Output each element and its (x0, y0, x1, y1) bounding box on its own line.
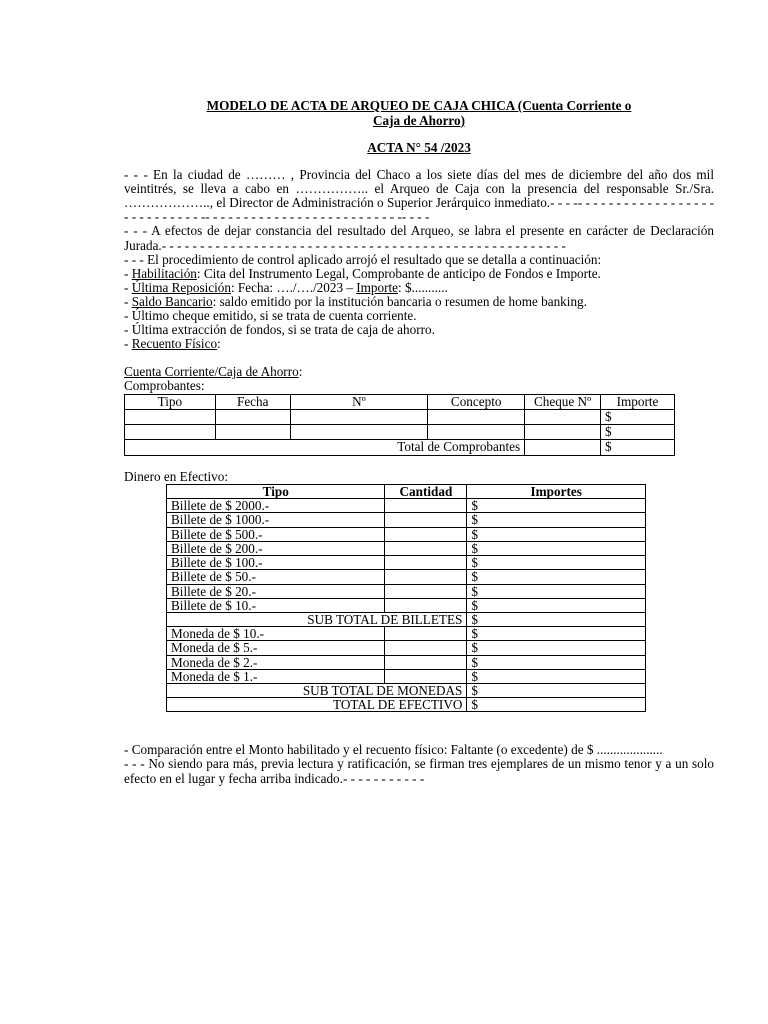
col-concepto: Concepto (428, 394, 525, 409)
recuento-suffix: : (217, 336, 221, 352)
col-fecha: Fecha (215, 394, 290, 409)
total-importe-cell[interactable]: $ (601, 440, 675, 455)
tipo-cell: Moneda de $ 10.- (167, 627, 385, 641)
col-importes: Importes (467, 484, 646, 499)
cantidad-cell[interactable] (385, 513, 467, 527)
tipo-cell: Billete de $ 200.- (167, 541, 385, 555)
importe-label: Importe (356, 279, 398, 295)
importe-cell[interactable]: $ (467, 499, 646, 513)
tipo-cell: Moneda de $ 2.- (167, 655, 385, 669)
importe-text: : $........... (398, 279, 448, 295)
importe-cell[interactable]: $ (601, 425, 675, 440)
col-numero: Nº (290, 394, 428, 409)
cell[interactable] (125, 425, 216, 440)
item-ultima-extraccion: - Última extracción de fondos, si se trata de caja de ahorro. (124, 322, 435, 338)
habilitacion-text: : Cita del Instrumento Legal, Comprobante de anticipo de Fondos e Importe. (196, 265, 601, 281)
importe-cell[interactable]: $ (467, 513, 646, 527)
saldo-label: Saldo Bancario (131, 293, 213, 309)
tipo-cell: Billete de $ 2000.- (167, 499, 385, 513)
col-tipo: Tipo (125, 394, 216, 409)
col-tipo: Tipo (167, 484, 385, 499)
subtotal-billetes-row (167, 612, 646, 626)
table-header-row (167, 484, 646, 499)
reposicion-text: : Fecha: …./…./2023 – (230, 279, 357, 295)
document-title (144, 99, 694, 128)
cell[interactable] (125, 409, 216, 424)
table-header-row (125, 394, 675, 409)
table-row (167, 556, 646, 570)
table-row (167, 641, 646, 655)
table-row (125, 409, 675, 424)
cantidad-cell[interactable] (385, 584, 467, 598)
cantidad-cell[interactable] (385, 541, 467, 555)
item-ultimo-cheque: - Último cheque emitido, si se trata de cuenta corriente. (124, 308, 417, 324)
acta-year: /2023 (440, 140, 471, 155)
table-row (167, 570, 646, 584)
comprobantes-heading: Comprobantes: (124, 378, 205, 394)
cell[interactable] (215, 425, 290, 440)
total-comprobantes-label: Total de Comprobantes (125, 440, 525, 455)
paragraph-cierre: - - - No siendo para más, previa lectura y ratificación, se firman tres ejemplares de un mismo tenor y a un solo efecto en el lugar y fecha arriba indicado.- - - - - - - - - - - (124, 756, 714, 786)
table-row (167, 584, 646, 598)
paragraph-procedimiento: - - - El procedimiento de control aplicado arrojó el resultado que se detalla a continuación: (124, 251, 602, 267)
paragraph-comparacion: - Comparación entre el Monto habilitado y el recuento físico: Faltante (o excedente) de $ .................... (124, 742, 663, 758)
subtotal-monedas-label: SUB TOTAL DE MONEDAS (167, 683, 467, 697)
tipo-cell: Billete de $ 20.- (167, 584, 385, 598)
item-habilitacion: - Habilitación: Cita del Instrumento Legal, Comprobante de anticipo de Fondos e Importe. (124, 265, 601, 281)
subtotal-billetes-label: SUB TOTAL DE BILLETES (167, 612, 467, 626)
cell[interactable] (215, 409, 290, 424)
item-reposicion: - Última Reposición: Fecha: …./…./2023 – Importe: $........... (124, 279, 448, 295)
dinero-heading: Dinero en Efectivo: (124, 468, 228, 484)
table-row (167, 598, 646, 612)
total-row (125, 440, 675, 455)
col-importe: Importe (601, 394, 675, 409)
cell[interactable] (428, 409, 525, 424)
tipo-cell: Billete de $ 1000.- (167, 513, 385, 527)
cantidad-cell[interactable] (385, 527, 467, 541)
paragraph-declaracion: - - - A efectos de dejar constancia del resultado del Arqueo, se labra el presente en carácter de Declaración Jurada.- - - - - - - - - - - - - - - - - - - - - - - - - - - - - - - - - - - - - - - - - - - - - - - - - - - - - (124, 223, 714, 253)
cantidad-cell[interactable] (385, 669, 467, 683)
document-body (124, 99, 714, 786)
table-row (167, 541, 646, 555)
importe-cell[interactable]: $ (467, 598, 646, 612)
importe-cell[interactable]: $ (467, 669, 646, 683)
cuenta-suffix: : (298, 364, 303, 380)
table-row (167, 527, 646, 541)
importe-cell[interactable]: $ (467, 556, 646, 570)
importe-cell[interactable]: $ (467, 541, 646, 555)
col-cantidad: Cantidad (385, 484, 467, 499)
item-saldo: - Saldo Bancario: saldo emitido por la institución bancaria o resumen de home banking. (124, 293, 587, 309)
tipo-cell: Moneda de $ 5.- (167, 641, 385, 655)
importe-cell[interactable]: $ (467, 570, 646, 584)
title-line-1: MODELO DE ACTA DE ARQUEO DE CAJA CHICA (Cuenta Corriente o (206, 98, 632, 113)
cantidad-cell[interactable] (385, 556, 467, 570)
tipo-cell: Billete de $ 100.- (167, 556, 385, 570)
cuenta-heading (124, 365, 714, 379)
table-row (125, 425, 675, 440)
total-efectivo-label: TOTAL DE EFECTIVO (167, 698, 467, 712)
importe-cell[interactable]: $ (467, 698, 646, 712)
table-row (167, 499, 646, 513)
cell[interactable] (428, 425, 525, 440)
tipo-cell: Billete de $ 10.- (167, 598, 385, 612)
acta-number (124, 141, 714, 155)
table-row (167, 513, 646, 527)
cantidad-cell[interactable] (385, 499, 467, 513)
table-row (167, 627, 646, 641)
tipo-cell: Billete de $ 500.- (167, 527, 385, 541)
importe-cell[interactable]: $ (467, 584, 646, 598)
importe-cell[interactable]: $ (601, 409, 675, 424)
reposicion-label: Última Reposición (131, 279, 231, 295)
efectivo-table (166, 484, 646, 713)
item-recuento: - Recuento Físico: (124, 336, 221, 352)
cantidad-cell[interactable] (385, 655, 467, 669)
tipo-cell: Billete de $ 50.- (167, 570, 385, 584)
importe-cell[interactable]: $ (467, 527, 646, 541)
total-efectivo-row (167, 698, 646, 712)
paragraph-intro: - - - En la ciudad de ……… , Provincia del Chaco a los siete días del mes de diciembre del año dos mil veintitrés, se lleva a cabo en …………….. el Arqueo de Caja con la presencia del responsable Sr./Sra. ……………….., el Director de Administración o Superior Jerárquico inmediato.- - - -- - - - - - - - - - - - - - - - - - - - - - - - - - - - -- - - - - - - - - - - - - - - - - - - - - - - - - -- - - - (124, 167, 714, 225)
saldo-text: : saldo emitido por la institución bancaria o resumen de home banking. (212, 293, 587, 309)
recuento-label: Recuento Físico (131, 336, 218, 352)
cantidad-cell[interactable] (385, 641, 467, 655)
cuenta-label: Cuenta Corriente/Caja de Ahorro (124, 364, 299, 380)
habilitacion-label: Habilitación (131, 265, 197, 281)
importe-cell[interactable]: $ (467, 683, 646, 697)
tipo-cell: Moneda de $ 1.- (167, 669, 385, 683)
cell[interactable] (525, 425, 601, 440)
table-row (167, 669, 646, 683)
title-line-2: Caja de Ahorro) (372, 112, 466, 128)
cell[interactable] (525, 409, 601, 424)
importe-cell[interactable]: $ (467, 641, 646, 655)
comprobantes-table (124, 394, 675, 456)
acta-prefix: ACTA N° 54 (367, 140, 441, 155)
cell[interactable] (290, 409, 428, 424)
importe-cell[interactable]: $ (467, 612, 646, 626)
col-cheque: Cheque Nº (525, 394, 601, 409)
cell[interactable] (525, 440, 601, 455)
subtotal-monedas-row (167, 683, 646, 697)
cantidad-cell[interactable] (385, 570, 467, 584)
cantidad-cell[interactable] (385, 627, 467, 641)
table-row (167, 655, 646, 669)
cantidad-cell[interactable] (385, 598, 467, 612)
importe-cell[interactable]: $ (467, 627, 646, 641)
importe-cell[interactable]: $ (467, 655, 646, 669)
cell[interactable] (290, 425, 428, 440)
